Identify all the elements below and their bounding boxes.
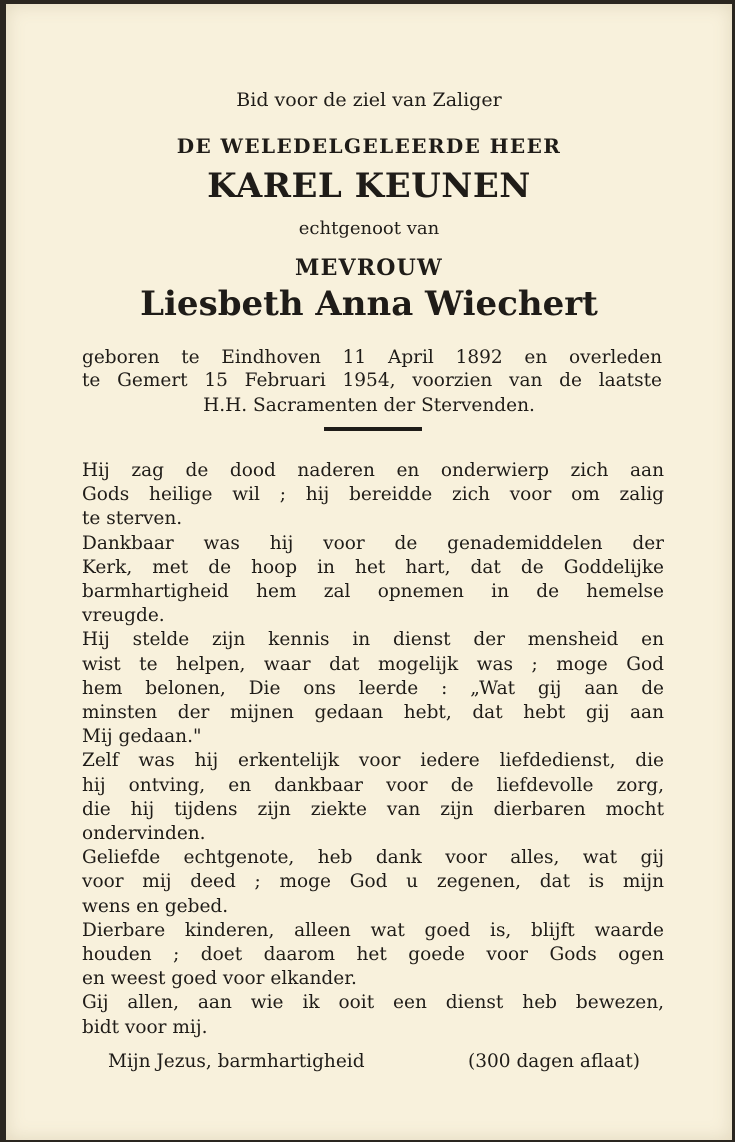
body-line: Dierbare kinderen, alleen wat goed is, blijft waarde — [82, 919, 664, 941]
body-line: barmhartigheid hem zal opnemen in de hemelse — [82, 581, 664, 602]
mevrouw-title: MEVROUW — [295, 255, 443, 281]
body-line: wens en gebed. — [82, 895, 229, 917]
body-line: hij ontving, en dankbaar voor de liefdevolle zorg, — [82, 774, 664, 796]
body-line: Gij allen, aan wie ik ooit een dienst heb bewezen, — [82, 992, 664, 1014]
body-line: die hij tijdens zijn ziekte van zijn dierbaren mocht — [82, 798, 664, 820]
birth-line-2: te Gemert 15 Februari 1954, voorzien van de laatste — [82, 370, 662, 391]
body-line: te sterven. — [82, 508, 183, 530]
birth-line-1: geboren te Eindhoven 11 April 1892 en overleden — [82, 347, 662, 368]
body-line: en weest goed voor elkander. — [82, 968, 357, 990]
indulgence-text: (300 dagen aflaat) — [468, 1051, 640, 1072]
body-line: houden ; doet daarom het goede voor Gods ogen — [82, 944, 664, 965]
body-line: Hij stelde zijn kennis in dienst der mensheid en — [82, 629, 664, 651]
body-line: minsten der mijnen gedaan hebt, dat hebt gij aan — [82, 702, 664, 723]
spouse-of-line: echtgenoot van — [298, 218, 440, 239]
spouse-name: Liesbeth Anna Wiechert — [140, 284, 598, 324]
invite-line: Bid voor de ziel van Zaliger — [236, 89, 502, 111]
body-line: hem belonen, Die ons leerde : „Wat gij aan de — [82, 677, 664, 699]
body-line: ondervinden. — [82, 823, 206, 844]
body-line: vreugde. — [82, 605, 165, 627]
memorial-card — [6, 4, 732, 1140]
birth-line-3: H.H. Sacramenten der Stervenden. — [203, 395, 535, 416]
body-line: voor mij deed ; moge God u zegenen, dat is mijn — [82, 871, 664, 893]
footer — [108, 1051, 640, 1072]
body-line: Dankbaar was hij voor de genademiddelen der — [82, 532, 664, 554]
body-line: Zelf was hij erkentelijk voor iedere liefdedienst, die — [82, 750, 664, 772]
body-line: bidt voor mij. — [82, 1016, 208, 1038]
deceased-name: KAREL KEUNEN — [207, 166, 531, 206]
prayer-text: Mijn Jezus, barmhartigheid — [108, 1051, 365, 1072]
divider-rule — [324, 427, 422, 431]
body-line: Hij zag de dood naderen en onderwierp zich aan — [82, 460, 664, 481]
honorific-title: DE WELEDELGELEERDE HEER — [176, 134, 562, 158]
body-line: wist te helpen, waar dat mogelijk was ; moge God — [82, 653, 664, 675]
body-line: Mij gedaan." — [82, 726, 202, 748]
body-line: Gods heilige wil ; hij bereidde zich voor om zalig — [82, 484, 664, 506]
body-line: Geliefde echtgenote, heb dank voor alles, wat gij — [82, 847, 664, 869]
body-line: Kerk, met de hoop in het hart, dat de Goddelijke — [82, 556, 664, 578]
